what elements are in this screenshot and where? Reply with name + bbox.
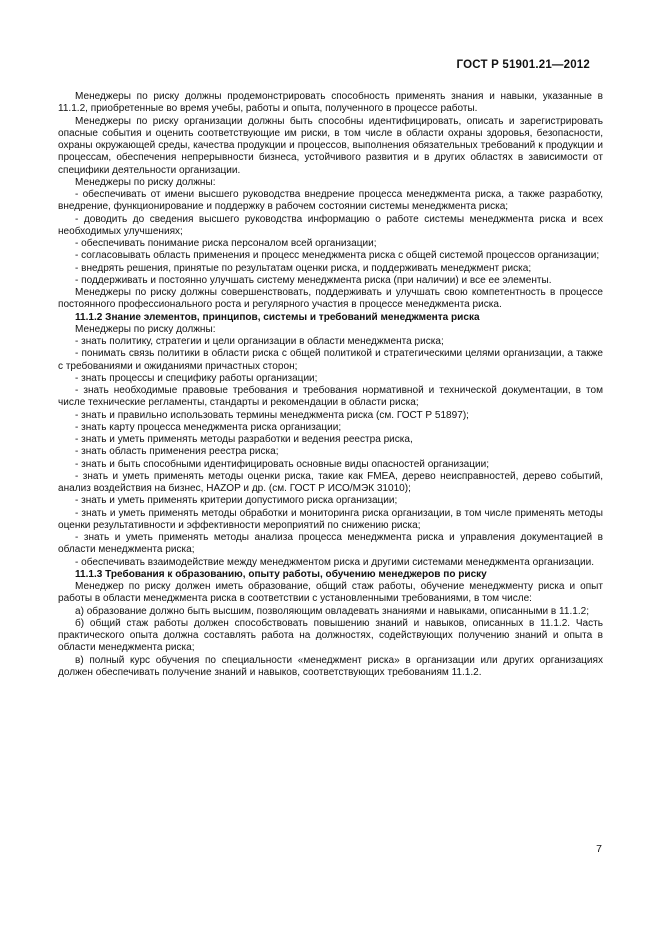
paragraph: Менеджеры по риску должны продемонстрировать способность применять знания и навыки, указанные в 11.1.2, приобретенные во время учебы, работы и опыта, полученного в процессе работы. (58, 91, 603, 115)
list-item: - согласовывать область применения и процесс менеджмента риска с общей системой процессов организации; (75, 250, 600, 262)
paragraph: Менеджеры по риску должны совершенствовать, поддерживать и улучшать свою компетентность в процессе постоянного профессионального роста и регулярного участия в процессе менеджмента риска. (58, 287, 603, 311)
list-item: - знать политику, стратегии и цели организации в области менеджмента риска; (75, 336, 444, 347)
list-item: - знать и уметь применять методы оценки риска, такие как FMEA, дерево неисправностей, дерево событий, анализ воздействия на бизнес, HAZOP и др. (см. ГОСТ Р ИСО/МЭК 31010); (58, 470, 603, 494)
section-heading-11-1-2: 11.1.2 Знание элементов, принципов, системы и требований менеджмента риска (75, 311, 480, 323)
list-item: - знать и уметь применять методы анализа процесса менеджмента риска и управления документацией в области менеджмента риска; (58, 532, 603, 556)
document-body (58, 91, 603, 679)
list-item: - поддерживать и постоянно улучшать систему менеджмента риска (при наличии) и все ее элементы. (75, 274, 552, 286)
list-item: - знать и уметь применять методы разработки и ведения реестра риска, (75, 434, 413, 445)
list-item: - знать процессы и специфику работы организации; (75, 372, 318, 384)
paragraph: Менеджеры по риску организации должны быть способны идентифицировать, описать и зарегистрировать опасные события и оценить соответствующие им риски, в том числе в области охраны здоровья, безопасности, охраны окружающей среды, качества продукции и процессов, выполнения обязательных требований к продукции и процессам, обеспечения непрерывности бизнеса, устойчивого развития и в других областях в зависимости от специфики деятельности организации. (58, 115, 603, 176)
list-item: - знать и правильно использовать термины менеджмента риска (см. ГОСТ Р 51897); (75, 409, 469, 421)
list-item: - понимать связь политики в области риска с общей политикой и стратегическими целями организации, а также с требованиями и ожиданиями причастных сторон; (58, 348, 603, 372)
list-item: - обеспечивать от имени высшего руководства внедрение процесса менеджмента риска, а также разработку, внедрение, функционирование и поддержку в рабочем состоянии системы менеджмента риска; (58, 189, 603, 213)
paragraph: Менеджер по риску должен иметь образование, общий стаж работы, обучение менеджменту риска и опыт работы в области менеджмента риска в соответствии с установленными требованиями, в том числе: (58, 581, 603, 605)
list-item: - знать область применения реестра риска; (75, 446, 279, 458)
list-item: - знать необходимые правовые требования и требования нормативной и технической документации, в том числе технические регламенты, стандарты и рекомендации в области риска; (58, 385, 603, 409)
document-code: ГОСТ Р 51901.21—2012 (456, 59, 590, 71)
paragraph: Менеджеры по риску должны: (75, 323, 216, 335)
page-number: 7 (596, 843, 602, 855)
list-item: - знать карту процесса менеджмента риска организации; (75, 421, 342, 433)
list-item: - знать и быть способными идентифицировать основные виды опасностей организации; (75, 458, 490, 470)
list-item: - доводить до сведения высшего руководства информацию о работе системы менеджмента риска и всех необходимых улучшениях; (58, 213, 603, 237)
list-item: - внедрять решения, принятые по результатам оценки риска, и поддерживать менеджмент риска; (75, 262, 532, 274)
list-item: - знать и уметь применять критерии допустимого риска организации; (75, 495, 398, 507)
section-heading-11-1-3: 11.1.3 Требования к образованию, опыту работы, обучению менеджеров по риску (75, 568, 487, 580)
list-item: - обеспечивать взаимодействие между менеджментом риска и другими системами менеджмента организации. (75, 556, 594, 568)
list-item: - обеспечивать понимание риска персоналом всей организации; (75, 238, 377, 249)
list-item: - знать и уметь применять методы обработки и мониторинга риска организации, в том числе применять методы оценки результативности и эффективности мероприятий по снижению риска; (58, 507, 603, 531)
list-item: б) общий стаж работы должен способствовать повышению знаний и навыков, описанных в 11.1.2. Часть практического опыта должна составлять работа на должностях, содействующих получению знаний и опыта в области менеджмента риска; (58, 617, 603, 654)
paragraph: Менеджеры по риску должны: (75, 176, 216, 188)
list-item: в) полный курс обучения по специальности «менеджмент риска» в организации или других организациях должен обеспечивать получение знаний и навыков, соответствующих требованиям 11.1.2. (58, 654, 603, 678)
list-item: а) образование должно быть высшим, позволяющим овладевать знаниями и навыками, описанными в 11.1.2; (75, 605, 590, 617)
